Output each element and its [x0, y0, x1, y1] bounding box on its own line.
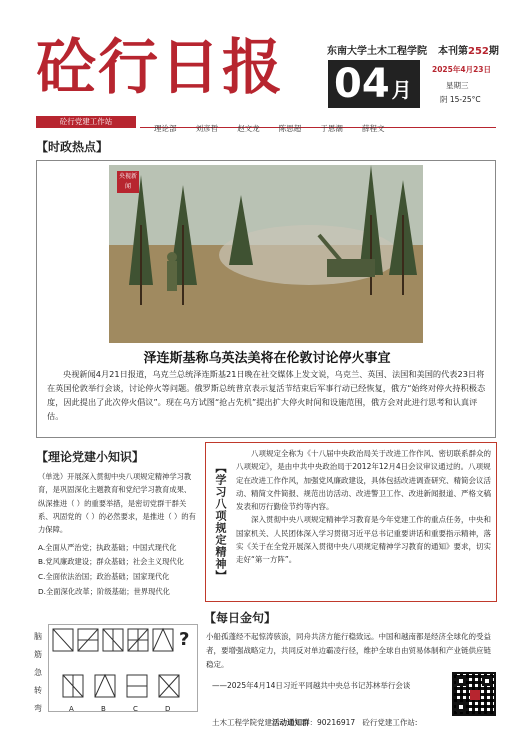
masthead	[36, 30, 499, 110]
spirit-body	[236, 447, 492, 567]
qr-code[interactable]	[452, 672, 496, 716]
theory-section-title: 【理论党建小知识】	[36, 450, 145, 464]
theory-option-c[interactable]: C.全面依法治国；政治基础；国家现代化	[38, 572, 170, 581]
issue-number: 本刊第252期	[438, 46, 499, 57]
teaser-question-mark: ?	[179, 629, 190, 650]
cctv-news-logo: 央视新闻	[117, 171, 139, 193]
weather: 阴 15-25°C	[440, 95, 481, 104]
qr-corner	[456, 676, 466, 686]
publish-date: 2025年4月23日	[432, 65, 492, 74]
quote-section-title: 【每日金句】	[204, 611, 277, 625]
battlefield-illustration	[109, 165, 423, 343]
news-photo	[109, 165, 423, 343]
spirit-title: 【学习八项规定精神】	[214, 462, 227, 582]
day-badge: 04 月	[328, 60, 420, 108]
authors-bar	[36, 116, 496, 133]
news-section-title: 【时政热点】	[36, 140, 109, 154]
author-name: 于恩潮	[320, 124, 343, 133]
qr-logo	[470, 690, 480, 700]
spirit-paragraph: 八项规定全称为《十八届中央政治局关于改进工作作风、密切联系群众的八项规定》，是由中共中央政治局于2012年12月4日会议审议通过的。八项规定在改进工作作风，加强党风廉政建设，具体包括改进调查研究、精简会议活动、精简文件简报、规范出访活动、改进警卫工作、改进新闻报道、严格文稿发表和厉行勤俭节约等内容。	[236, 449, 491, 512]
teaser-option-label[interactable]: B	[101, 705, 106, 713]
teaser-option-label[interactable]: C	[133, 705, 138, 713]
teaser-puzzle	[48, 624, 198, 712]
author-name: 薛程文	[361, 124, 385, 133]
theory-option-d[interactable]: D.全面深化改革；阶级基础；世界现代化	[38, 587, 170, 596]
news-body: 央视新闻4月21日报道，乌克兰总统泽连斯基21日晚在社交媒体上发文说，乌克兰、英国、法国和美国的代表23日将在英国伦敦举行会谈，讨论停火等问题。俄罗斯总统普京表示复活节结束后军事行动已经恢复，俄方“始终对停火持积极态度，因此提出了此次停火倡议”。现在乌方试图“抢占先机”提出扩大停火时间和设施范围，俄方会对此进行思考和认真评估。	[47, 369, 486, 421]
author-name: 赵文龙	[237, 124, 260, 133]
author-name: 刘彦哲	[195, 124, 219, 133]
quote-source: ——2025年4月14日习近平同越共中央总书记苏林举行会谈	[212, 681, 411, 690]
footer-contact: 土木工程学院党建活动通知群：90216917 砼行党建工作站:	[212, 718, 418, 727]
weekday: 星期三	[446, 81, 469, 90]
teaser-label: 脑筋急转弯	[34, 632, 42, 713]
qr-corner	[482, 676, 492, 686]
theory-option-b[interactable]: B.党风廉政建设；群众基础；社会主义现代化	[38, 557, 184, 566]
newspaper-title: 砼行日报	[36, 33, 284, 103]
news-headline[interactable]: 泽连斯基称乌英法美将在伦敦讨论停火事宜	[143, 351, 391, 366]
workstation-tag: 砼行党建工作站	[36, 116, 136, 128]
teaser-figures	[49, 625, 199, 713]
university-name: 东南大学土木工程学院	[327, 46, 427, 57]
theory-question: （单选）开展深入贯彻中央八项规定精神学习教育，是巩固深化主题教育和党纪学习教育成果、纵深推进（ ）的重要举措，是密切党群干群关系、巩固党的（ ）的必然要求，是推进（ ）的有力保障。	[38, 472, 196, 535]
author-name: 理论部	[154, 124, 177, 133]
spirit-box	[205, 442, 497, 602]
author-name: 陈思超	[278, 124, 302, 133]
quote-text: 小船孤蓬经不起惊涛骇浪，同舟共济方能行稳致远。中国和越南都是经济全球化的受益者，要增强战略定力，共同反对单边霸凌行径，维护全球自由贸易体制和产业链供应链稳定。	[206, 632, 491, 669]
teaser-option-label[interactable]: A	[69, 705, 74, 713]
qr-corner	[456, 702, 466, 712]
spirit-paragraph: 深入贯彻中央八项规定精神学习教育是今年党建工作的重点任务，中央和国家机关、人民团体深入学习贯彻习近平总书记重要讲话和重要指示精神，落实《关于在全党开展深入贯彻中央八项规定精神学习教育的通知》要求，切实走好“第一方阵”。	[236, 515, 491, 565]
teaser-option-label[interactable]: D	[165, 705, 171, 713]
news-box	[36, 160, 496, 438]
author-list	[140, 116, 496, 133]
theory-option-a[interactable]: A.全面从严治党；执政基础；中国式现代化	[38, 543, 177, 552]
